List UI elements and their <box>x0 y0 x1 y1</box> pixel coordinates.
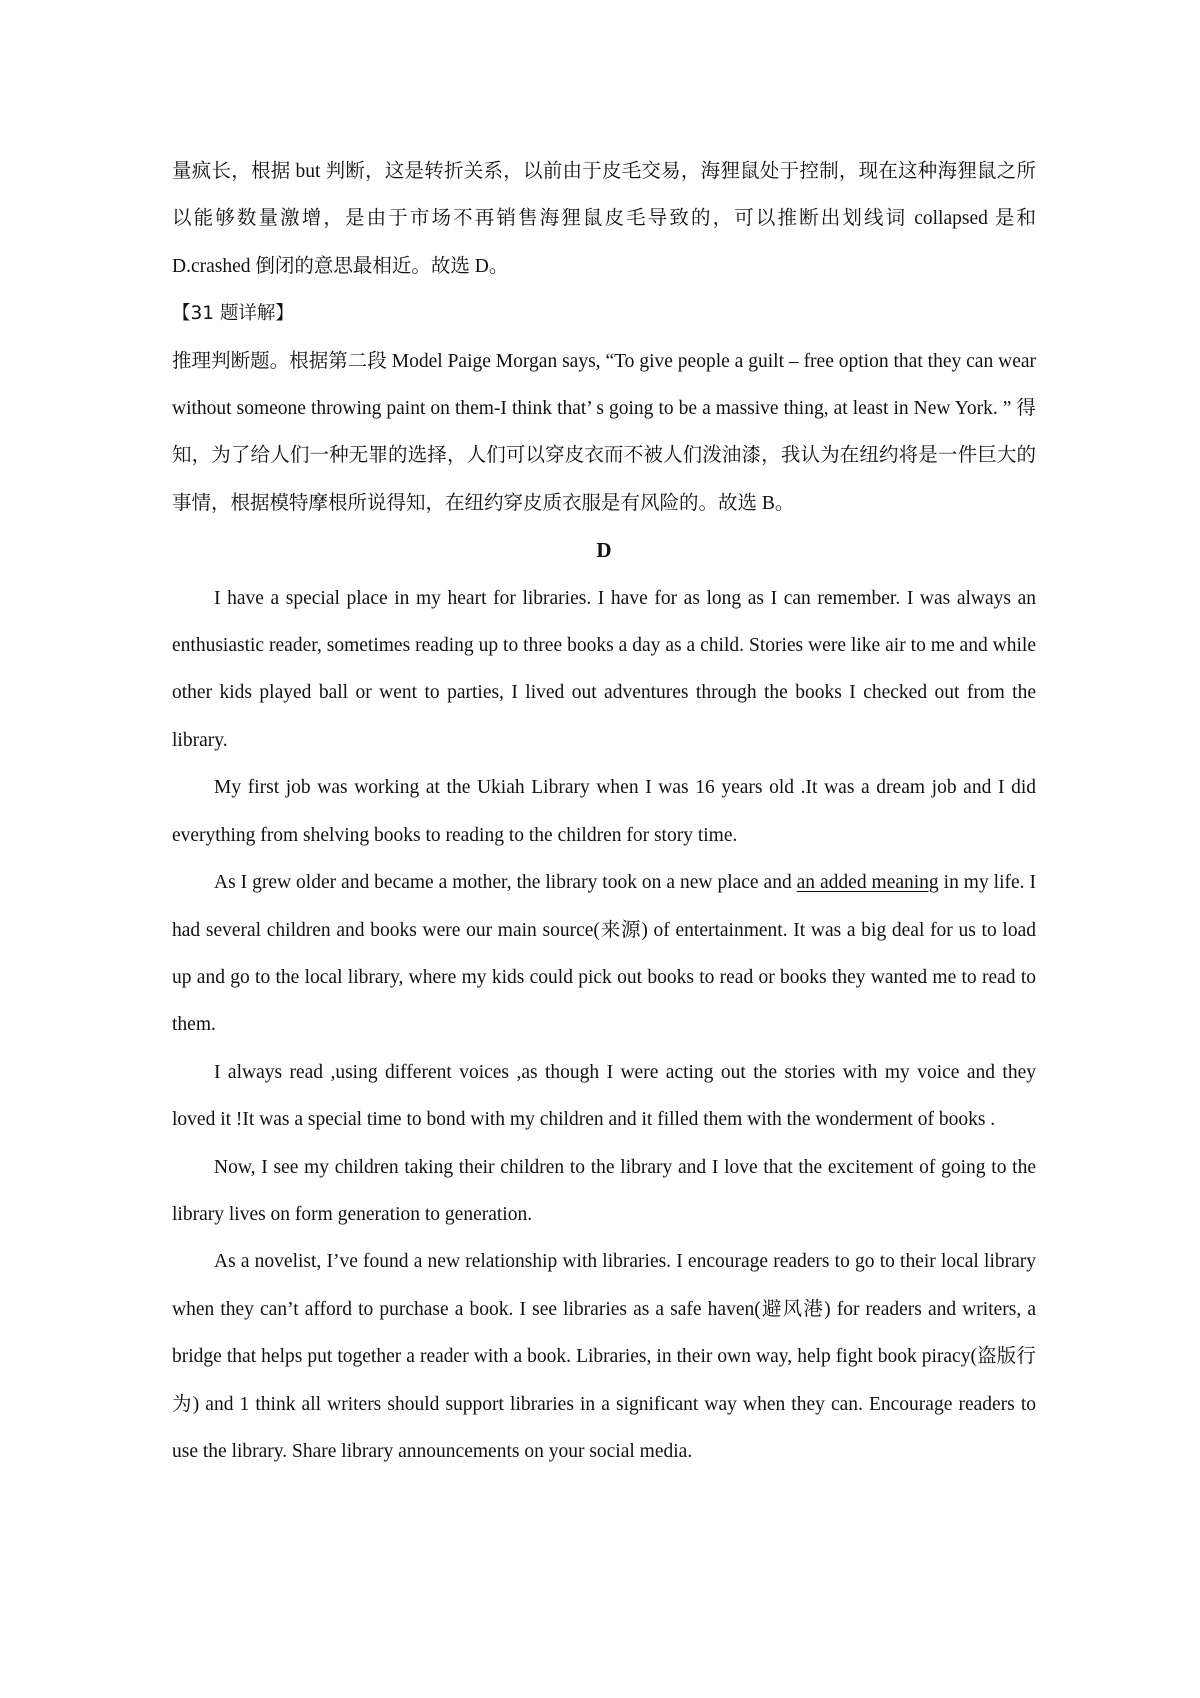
explanation-31: 推理判断题。根据第二段 Model Paige Morgan says, “To give people a guilt – free option that they can wear without someone throwing paint on them-I think that’ s going to be a massive thing, at least in New York. ” 得知，为了给人们一种无罪的选择，人们可以穿皮衣而不被人们泼油漆，我认为在纽约将是一件巨大的事情，根据模特摩根所说得知，在纽约穿皮质衣服是有风险的。故选 B。 <box>172 350 1036 514</box>
passage-paragraph-3-after: in my life. I had several children and books were our main source(来源) of entertainment. It was a big deal for us to load up and go to the local library, where my kids could pick out books to read or books they wanted me to read to them. <box>172 872 1036 1036</box>
passage-paragraph-4: I always read ,using different voices ,as though I were acting out the stories with my voice and they loved it !It was a special time to bond with my children and it filled them with the wonderment of books . <box>172 1061 1036 1131</box>
section-title: D <box>596 538 612 563</box>
passage-paragraph-3 <box>172 859 1036 1049</box>
passage-paragraph-1: I have a special place in my heart for libraries. I have for as long as I can remember. I was always an enthusiastic reader, sometimes reading up to three books a day as a child. Stories were like air to me and while other kids played ball or went to parties, I lived out adventures through the books I checked out from the library. <box>172 587 1036 751</box>
underlined-phrase: an added meaning <box>796 872 939 894</box>
passage-paragraph-5: Now, I see my children taking their children to the library and I love that the excitement of going to the library lives on form generation to generation. <box>172 1156 1036 1225</box>
passage-paragraph-6: As a novelist, I’ve found a new relationship with libraries. I encourage readers to go to their local library when they can’t afford to purchase a book. I see libraries as a safe haven(避风港) for readers and writers, a bridge that helps put together a reader with a book. Libraries, in their own way, help fight book piracy(盗版行为) and 1 think all writers should support libraries in a significant way when they can. Encourage readers to use the library. Share library announcements on your social media. <box>172 1251 1036 1462</box>
passage-paragraph-2: My first job was working at the Ukiah Library when I was 16 years old .It was a dream job and I did everything from shelving books to reading to the children for story time. <box>172 777 1036 846</box>
passage-paragraph-3-before: As I grew older and became a mother, the library took on a new place and <box>214 872 797 894</box>
explanation-30-tail: 量疯长，根据 but 判断，这是转折关系，以前由于皮毛交易，海狸鼠处于控制，现在这种海狸鼠之所以能够数量激增，是由于市场不再销售海狸鼠皮毛导致的，可以推断出划线词 collapsed 是和 D.crashed 倒闭的意思最相近。故选 D。 <box>172 161 1036 277</box>
question-31-heading: 【31 题详解】 <box>172 303 294 325</box>
document-page <box>172 148 1036 1475</box>
